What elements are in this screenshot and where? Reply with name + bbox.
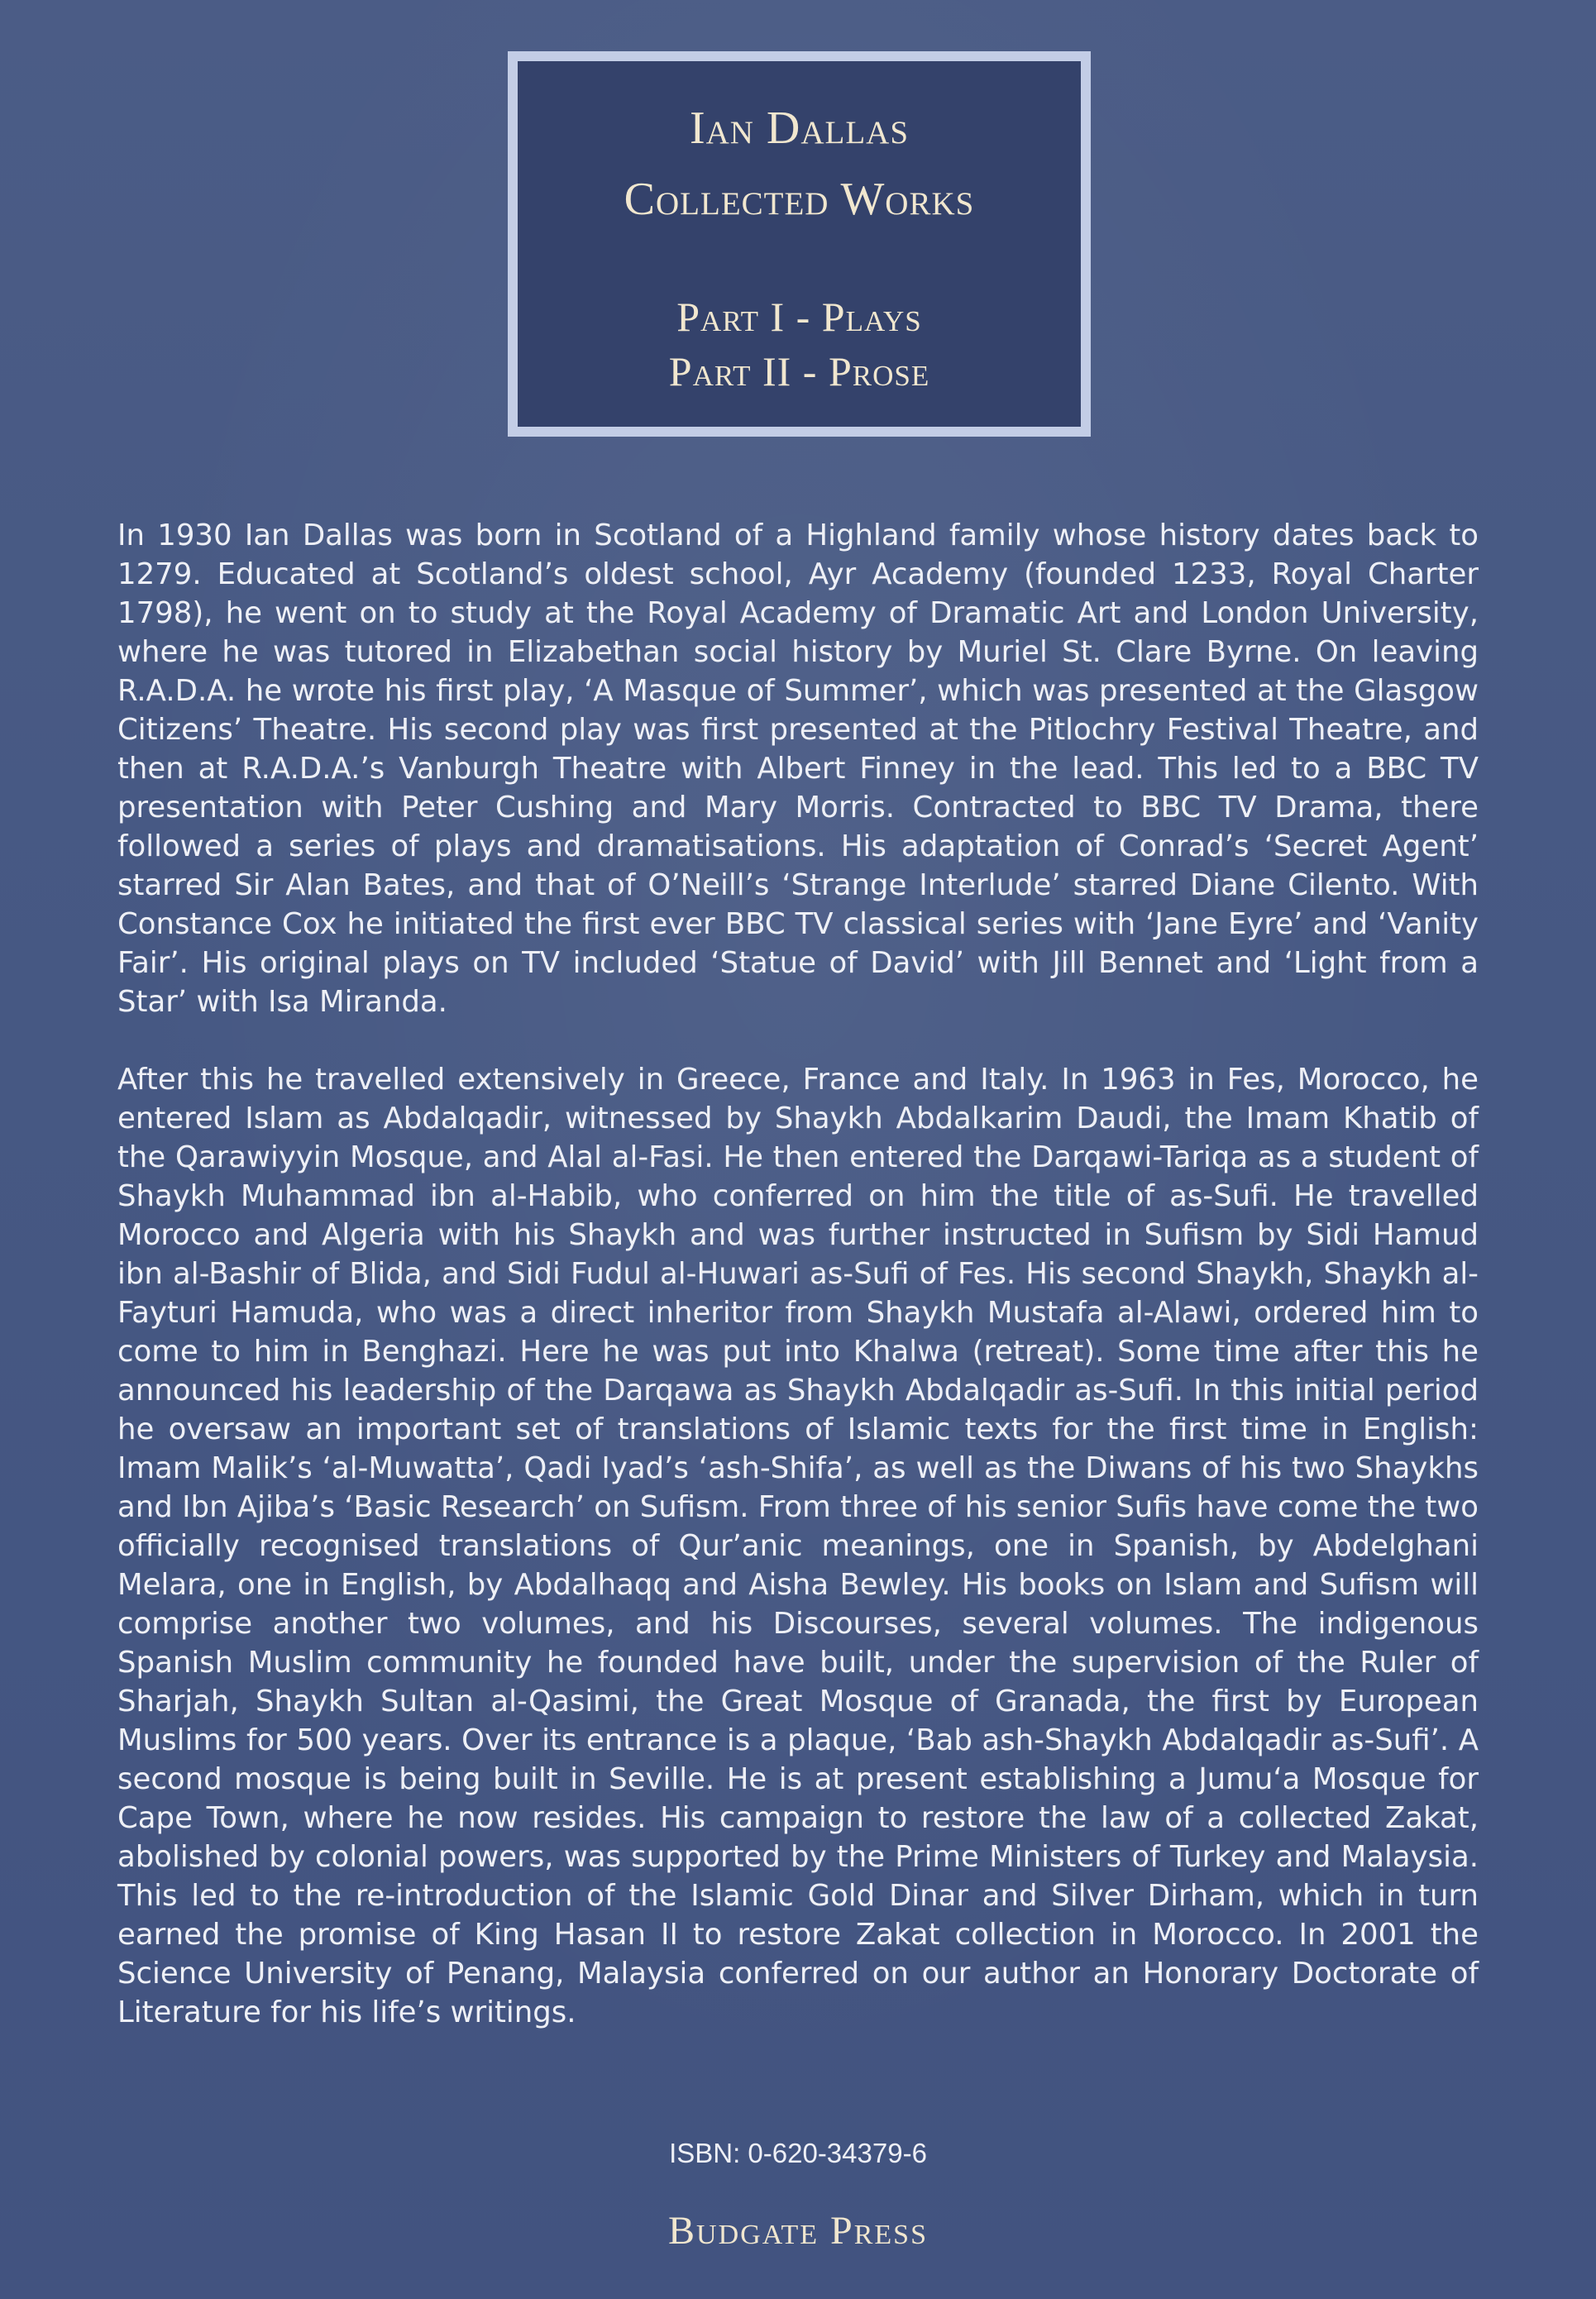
book-title: Collected Works bbox=[624, 174, 975, 225]
publisher-name: Budgate Press bbox=[668, 2209, 928, 2253]
parts-list bbox=[518, 289, 1081, 399]
biography-text bbox=[117, 516, 1479, 2032]
isbn-number: ISBN: 0-620-34379-6 bbox=[669, 2138, 927, 2168]
title-box bbox=[508, 51, 1091, 437]
part-two-label: Part II - Prose bbox=[668, 348, 930, 394]
biography-paragraph-1: In 1930 Ian Dallas was born in Scotland of a Highland family whose history dates back to 1279. Educated at Scotland’s oldest school, Ayr Academy (founded 1233, Royal Charter 1798), he went on to study at the Royal Academy of Dramatic Art and London University, where he was tutored in Elizabethan social history by Muriel St. Clare Byrne. On leaving R.A.D.A. he wrote his first play, ‘A Masque of Summer’, which was presented at the Glasgow Citizens’ Theatre. His second play was first presented at the Pitlochry Festival Theatre, and then at R.A.D.A.’s Vanburgh Theatre with Albert Finney in the lead. This led to a BBC TV presentation with Peter Cushing and Mary Morris. Contracted to BBC TV Drama, there followed a series of plays and dramatisations. His adaptation of Conrad’s ‘Secret Agent’ starred Sir Alan Bates, and that of O’Neill’s ‘Strange Interlude’ starred Diane Cilento. With Constance Cox he initiated the first ever BBC TV classical series with ‘Jane Eyre’ and ‘Vanity Fair’. His original plays on TV included ‘Statue of David’ with Jill Bennet and ‘Light from a Star’ with Isa Miranda. bbox=[117, 519, 1479, 1019]
biography-paragraph-2: After this he travelled extensively in Greece, France and Italy. In 1963 in Fes, Morocco, he entered Islam as Abdalqadir, witnessed by Shaykh Abdalkarim Daudi, the Imam Khatib of the Qarawiyyin Mosque, and Alal al-Fasi. He then entered the Darqawi-Tariqa as a student of Shaykh Muhammad ibn al-Habib, who conferred on him the title of as-Sufi. He travelled Morocco and Algeria with his Shaykh and was further instructed in Sufism by Sidi Hamud ibn al-Bashir of Blida, and Sidi Fudul al-Huwari as-Sufi of Fes. His second Shaykh, Shaykh al-Fayturi Hamuda, who was a direct inheritor from Shaykh Mustafa al-Alawi, ordered him to come to him in Benghazi. Here he was put into Khalwa (retreat). Some time after this he announced his leadership of the Darqawa as Shaykh Abdalqadir as-Sufi. In this initial period he oversaw an important set of translations of Islamic texts for the first time in English: Imam Malik’s ‘al-Muwatta’, Qadi Iyad’s ‘ash-Shifa’, as well as the Diwans of his two Shaykhs and Ibn Ajiba’s ‘Basic Research’ on Sufism. From three of his senior Sufis have come the two officially recognised translations of Qur’anic meanings, one in Spanish, by Abdelghani Melara, one in English, by Abdalhaqq and Aisha Bewley. His books on Islam and Sufism will comprise another two volumes, and his Discourses, several volumes. The indigenous Spanish Muslim community he founded have built, under the supervision of the Ruler of Sharjah, Shaykh Sultan al-Qasimi, the Great Mosque of Granada, the first by European Muslims for 500 years. Over its entrance is a plaque, ‘Bab ash-Shaykh Abdalqadir as-Sufi’. A second mosque is being built in Seville. He is at present establishing a Jumu‘a Mosque for Cape Town, where he now resides. His campaign to restore the law of a collected Zakat, abolished by colonial powers, was supported by the Prime Ministers of Turkey and Malaysia. This led to the re-introduction of the Islamic Gold Dinar and Silver Dirham, which in turn earned the promise of King Hasan II to restore Zakat collection in Morocco. In 2001 the Science University of Penang, Malaysia conferred on our author an Honorary Doctorate of Literature for his life’s writings. bbox=[117, 1063, 1479, 2029]
part-one-label: Part I - Plays bbox=[676, 294, 922, 340]
author-name: Ian Dallas bbox=[689, 103, 910, 154]
